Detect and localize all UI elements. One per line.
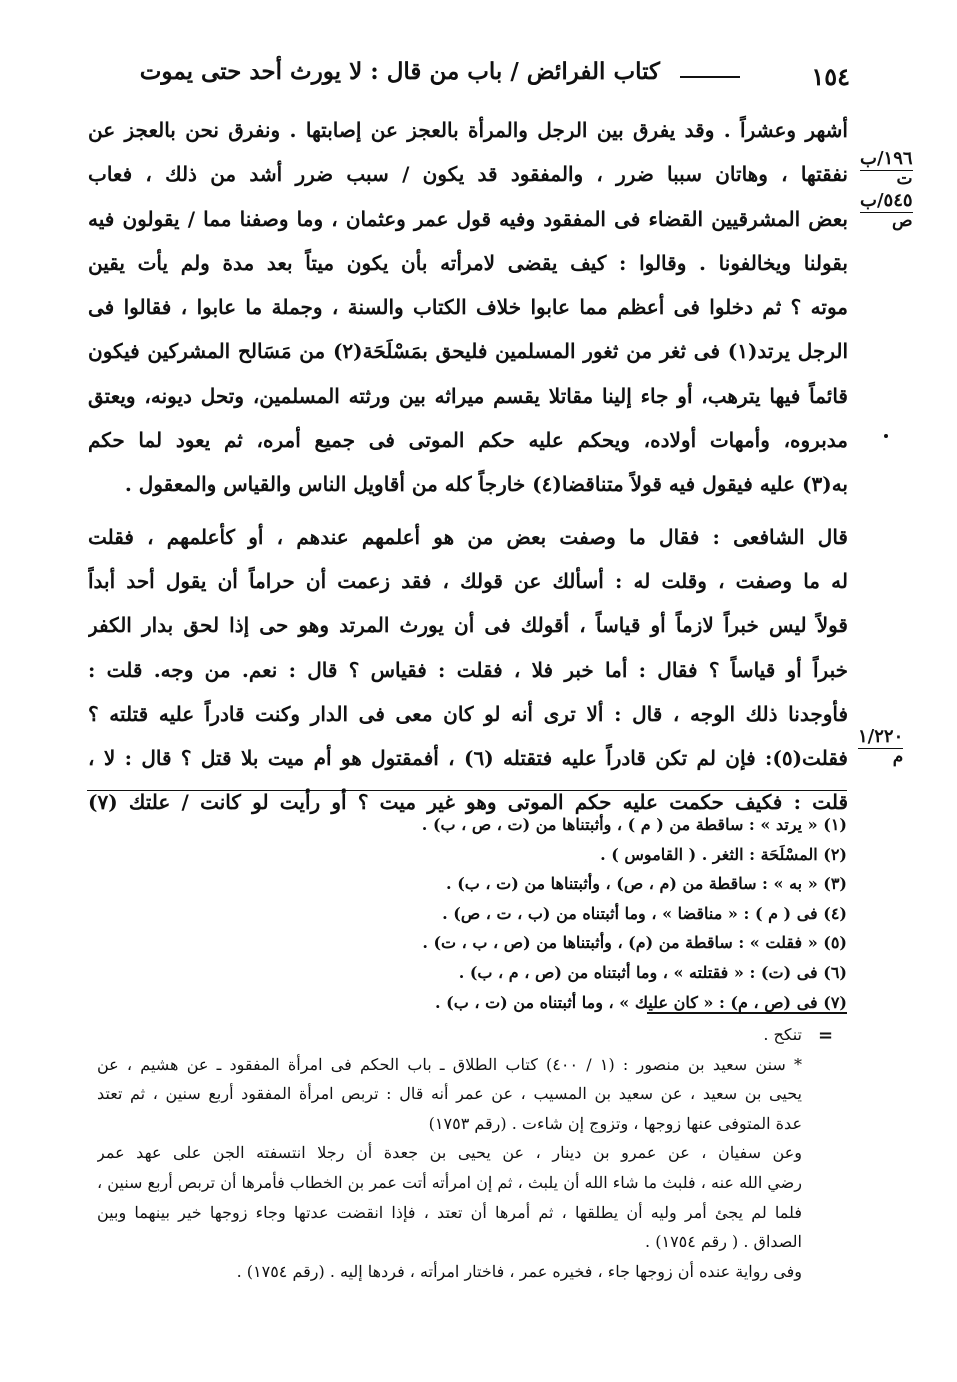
footnote-4: (٤) فى ( م ) : « مناقضا » ، وما أثبتناه من (ب ، ت ، ص) . [442,903,847,923]
text-line: فقلت(٥): فإن لم تكن قادراً عليه فتقتله (٦) ، أفمقتول هو أم ميت بلا قتل ؟ قال : لا ، [88,746,848,771]
text-line: به(٣) عليه فيقول فيه قولاً متناقضا(٤) خارجاً كله من أقاويل الناس والقياس والمعقول . [124,472,848,497]
footnotes [87,810,847,1017]
commentary-line: وفى رواية عنده أن زوجها جاء ، فخيره عمر ، فاختار امرأته ، فردها إليه . (رقم ١٧٥٤) . [236,1261,802,1281]
text-line: له ما وصفت ، وقلت له : أسألك عن قولك ، فقد زعمت أن حراماً أن يقول أحد أبداً [88,568,848,593]
text-line: نفقتها ، وهاتان سببا ضرر ، والمفقود قد يكون / سبب ضرر أشد من ذلك ، فعاب [88,162,848,187]
commentary-line: الصداق . ( رقم ١٧٥٤) . [645,1232,802,1252]
text-line: خبراً أو قياساً ؟ فقال : أما خبر فلا ، فقلت : فقياس ؟ قال : نعم. من وجه. قلت : [88,657,848,682]
footnote-5: (٥) « فقلت » : ساقطة من (م) ، وأثبتناها من (ص ، ب ، ت) . [422,933,847,953]
margin-ref-2-source: ص [891,211,913,231]
footnote-rule [87,790,847,791]
continuation-marker: = [818,1025,834,1046]
text-line: الرجل يرتد(١) فى ثغر من ثغور المسلمين فليحق بمَسْلَحَة(٢) من مَسَالح المشركين فيكون [88,339,848,364]
text-line: قال الشافعى : فقال ما وصفت بعض من هو أعلمهم عندهم ، أو كأعلمهم ، فقلت [88,524,848,549]
paragraph-2 [88,515,848,825]
footnote-2: (٢) المسْلَحَة : الثغر . ( القاموس ) . [600,844,847,864]
text-line: بقولنا ويخالفونا . وقالوا : كيف يقضى لامرأته بأن يكون ميتاً بعد مدة ولم يأت يقين [88,250,848,275]
commentary-line: * سنن سعيد بن منصور : (١ / ٤٠٠) كتاب الطلاق ـ باب الحكم فى امرأة المفقود ـ عن هشيم ، عن [97,1054,802,1074]
margin-ref-3-number: ١/٢٢٠ [858,726,904,747]
commentary-line: عدة المتوفى عنها زوجها ، وتزوج إن شاءت . (رقم ١٧٥٣) [428,1113,802,1133]
text-line: قائماً فيها يترهب، أو جاء إلينا مقاتلا يقسم ميراثه بين ورثته المسلمين، وتحل ديونه، ويعتق [88,383,848,408]
margin-ref-2 [860,190,913,229]
margin-ref-2-number: ٥٤٥/ب [860,190,913,211]
margin-ref-1-source: ت [896,169,913,189]
footnote-1: (١) « يرتد » : ساقطة من ( م ) ، وأثبتناها من (ت ، ص ، ب) . [421,815,847,834]
text-line: فأوجدنا ذلك الوجه ، قال : ألا ترى أنه لو كان معى فى الدار وكنت قادراً عليه قتلته ؟ [88,701,848,726]
header-rule [680,76,740,78]
page-header [90,58,850,98]
footnote-6: (٦) فى (ت) : « فقتلته » ، وما أثبتناه من (ص ، م ، ب) . [458,962,847,982]
footnote-3: (٣) « به » : ساقطة من (م ، ص) ، وأثبتناها من (ت ، ب) . [446,874,847,894]
text-line: بعض المشرقيين القضاء فى المفقود وفيه قول عمر وعثمان ، وما وصفنا مما / يقولون فيه [88,206,848,231]
commentary-notes [97,1020,802,1286]
paragraph-1 [88,108,848,507]
commentary-line: فلما لم يجئ أمر وليه أن يطلقها ، ثم أمرها أن تعتد ، فإذا انقضت عدتها وجاء زوجها خير بينهما وبين [97,1202,802,1222]
commentary-line: وعن سفيان ، عن عمرو بن دينار ، عن يحيى بن جعدة أن رجلا انتسفته الجن على عهد عمر [97,1143,802,1163]
margin-dot [884,434,888,438]
text-line: قلت : فكيف حكمت عليه حكم الموتى وهو غير ميت ؟ أو رأيت لو كانت / علتك (٧) [88,790,848,815]
footnote-7: (٧) فى (ص ، م) : « كان عليك » ، وما أثبتناه من (ت ، ب) . [434,992,847,1012]
margin-ref-1-number: ١٩٦/ب [860,148,913,169]
commentary-line: رضي الله عنه ، فلبث ما شاء الله أن يلبث ، ثم إن امرأته أتت عمر بن الخطاب فأمرها أن تربص أربع سنين ، [97,1172,802,1192]
margin-ref-3-source: م [892,747,904,767]
main-text [88,108,848,825]
margin-ref-3 [858,726,903,765]
page-number: ١٥٤ [811,62,850,91]
text-line: موته ؟ ثم دخلوا فى أعظم مما عابوا خلاف الكتاب والسنة ، وجملة ما عابوا ، فقالوا فى [88,295,848,320]
margin-ref-1 [860,148,913,187]
commentary-line: تنكح . [763,1025,802,1044]
running-title: كتاب الفرائض / باب من قال : لا يورث أحد حتى يموت [139,58,660,85]
text-line: أشهر وعشراً . وقد يفرق بين الرجل والمرأة بالعجز عن إصابتها . ونفرق نحن بالعجز عن [88,118,848,142]
commentary-rule [647,1012,847,1014]
commentary-line: يحيى بن سعيد ، عن سعيد بن المسيب ، عن عمر أنه قال : تربص امرأة المفقود أربع سنين ، ثم تعتد [97,1084,802,1104]
text-line: قولاً ليس خبراً لازماً أو قياساً ، أقولك فى أن يورث المرتد وهو حى إذا لحق بدار الكفر [88,613,848,638]
text-line: مدبروه، وأمهات أولاده، ويحكم عليه حكم الموتى فى جميع أمره، ثم يعود لما حكم [88,428,848,453]
